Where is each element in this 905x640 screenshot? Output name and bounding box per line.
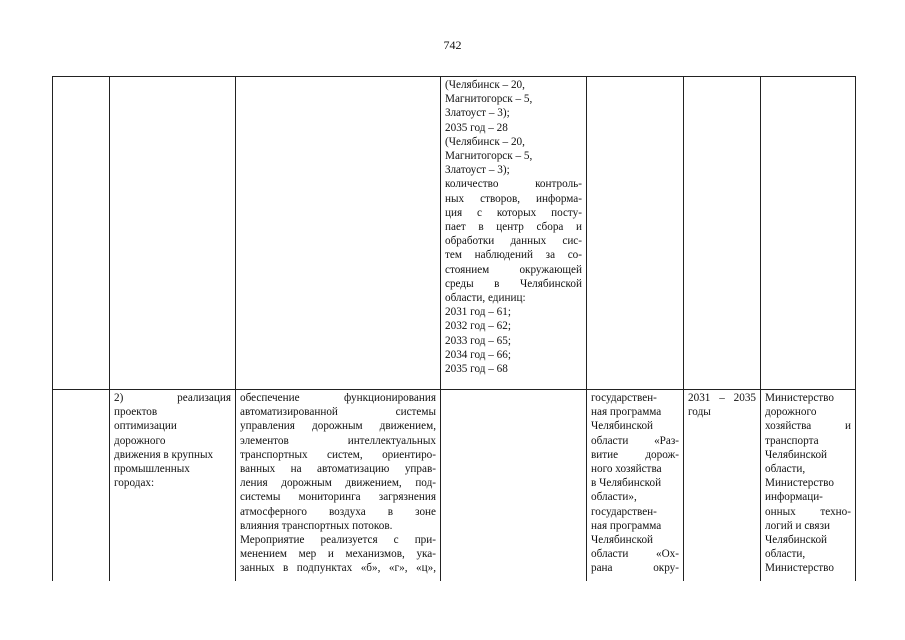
text-line: промышленных [114,463,190,476]
text-line: Магнитогорск – 5, [445,150,533,163]
text-line: ления дорожным движением, под- [240,477,436,490]
text-line: ная программа [591,406,662,419]
responsible-cell [761,77,856,390]
text-line: области, [765,548,806,561]
text-line: стоянием окружающей [445,263,582,276]
page-number: 742 [443,38,462,52]
measure-text [114,391,231,490]
text-line: 2035 год – 28 [445,121,508,134]
text-line: витие дорож- [591,448,679,461]
text-line: занных в подпунктах «б», «г», «ц», [240,562,436,575]
text-line: 2) реализация [114,392,231,404]
measure-cell [110,390,236,582]
text-line: дорожного [114,434,166,447]
text-line: количество контроль- [445,178,582,191]
text-line: влияния транспортных потоков. [240,519,393,532]
text-line: обеспечение функционирования [240,392,436,404]
text-line: проектов [114,406,158,419]
text-line: ция с которых посту- [445,206,582,219]
text-line: 2035 год – 68 [445,363,508,376]
text-line: атмосферного воздуха в зоне [240,505,436,518]
text-line: Министерство [765,392,834,404]
text-line: логий и связи [765,519,830,532]
text-line: 2034 год – 66; [445,348,511,361]
text-line: рана окру- [591,562,679,575]
period-cell [684,77,761,390]
text-line: 2033 год – 65; [445,334,511,347]
text-line: области, [765,463,806,476]
description-cell [236,77,441,390]
text-line: Челябинской [591,534,654,547]
number-cell [53,390,110,582]
text-line: Мероприятие реализуется с при- [240,534,436,547]
table-row [53,77,856,390]
text-line: области, единиц: [445,292,526,305]
text-line: ная программа [591,519,662,532]
indicators-cell [441,77,587,390]
text-line: ного хозяйства [591,463,662,476]
description-text-paragraph-2 [240,533,436,576]
text-line: транспорта [765,434,819,447]
text-line: оптимизации [114,420,177,433]
text-line: информаци- [765,491,823,504]
text-line: автоматизированной системы [240,406,436,419]
text-line: 2032 год – 62; [445,320,511,333]
text-line: Челябинской [591,420,654,433]
text-line: 2031 год – 61; [445,306,511,319]
text-line: Златоуст – 3); [445,107,510,120]
text-line: ных створов, информа- [445,192,582,205]
description-text [240,391,436,533]
text-line: онных техно- [765,505,851,518]
text-line: (Челябинск – 20, [445,79,525,91]
text-line: ванных на автоматизацию управ- [240,463,436,476]
period-cell [684,390,761,582]
text-line: системы мониторинга загрязнения [240,491,436,504]
description-cell [236,390,441,582]
text-line: обработки данных сис- [445,235,582,248]
text-line: среды в Челябинской [445,277,582,290]
table-row [53,390,856,582]
text-line: (Челябинск – 20, [445,135,525,148]
text-line: элементов интеллектуальных [240,434,436,447]
program-cell [587,77,684,390]
text-line: Министерство [765,477,834,490]
text-line: Челябинской [765,448,828,461]
text-line: управления дорожным движением, [240,420,436,433]
text-line: области «Ох- [591,548,679,561]
text-line: в Челябинской [591,477,662,490]
text-line: государствен- [591,505,657,518]
text-line: 2031 – 2035 [688,392,756,404]
measure-cell [110,77,236,390]
text-line: Министерство [765,562,834,575]
text-line: Магнитогорск – 5, [445,93,533,106]
text-line: хозяйства и [765,420,851,433]
text-line: пает в центр сбора и [445,221,582,234]
indicators-text [445,78,582,376]
text-line: движения в крупных [114,448,214,461]
measures-table [52,76,856,581]
responsible-cell [761,390,856,582]
text-line: городах: [114,477,155,490]
text-line: области «Раз- [591,434,679,447]
period-text [688,391,756,419]
text-line: транспортных систем, ориентиро- [240,448,436,461]
responsible-text [765,391,851,576]
text-line: менением мер и механизмов, ука- [240,548,436,561]
program-text [591,391,679,576]
text-line: тем наблюдений за со- [445,249,582,262]
text-line: годы [688,406,711,419]
program-cell [587,390,684,582]
text-line: области», [591,491,637,504]
text-line: дорожного [765,406,817,419]
text-line: Златоуст – 3); [445,164,510,177]
number-cell [53,77,110,390]
indicators-cell [441,390,587,582]
text-line: Челябинской [765,534,828,547]
text-line: государствен- [591,392,657,404]
